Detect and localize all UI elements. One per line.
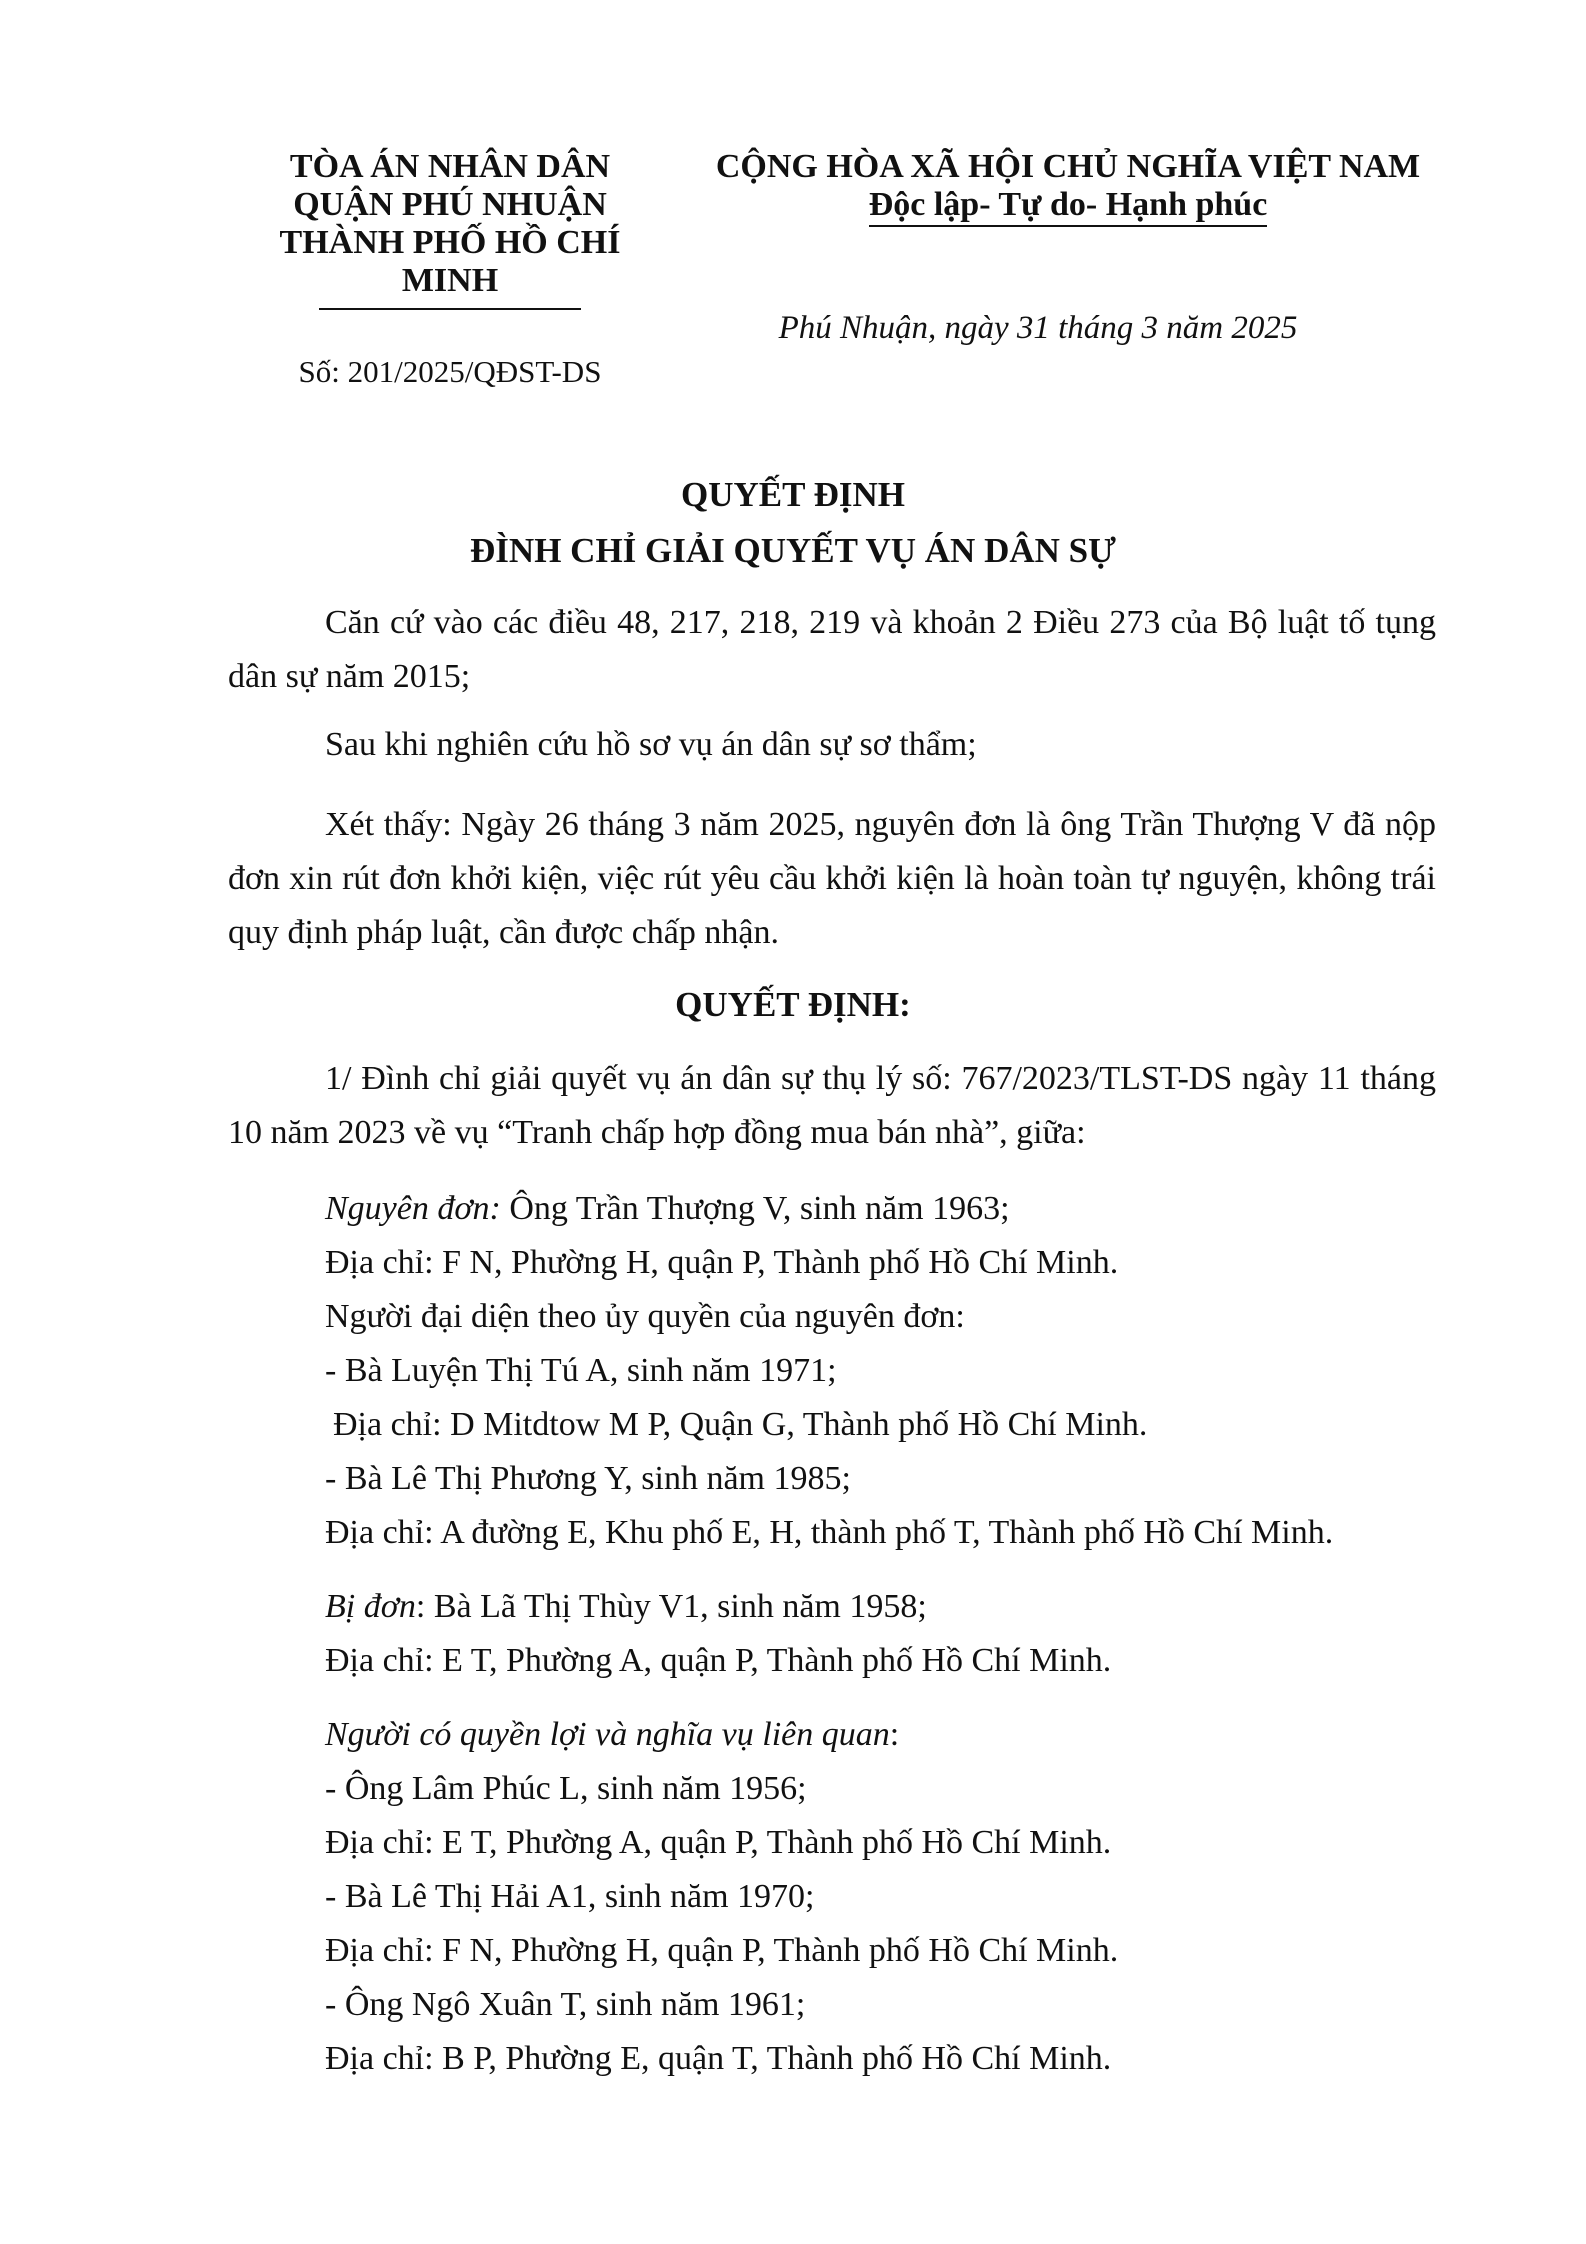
- representative-2-address: Địa chỉ: A đường E, Khu phố E, H, thành phố T, Thành phố Hồ Chí Minh.: [325, 1514, 1334, 1551]
- related-party-3: - Ông Ngô Xuân T, sinh năm 1961;: [325, 1986, 806, 2023]
- national-motto: Độc lập- Tự do- Hạnh phúc: [869, 186, 1268, 227]
- nation-name: CỘNG HÒA XÃ HỘI CHỦ NGHĨA VIỆT NAM: [715, 148, 1421, 185]
- court-name-line: THÀNH PHỐ HỒ CHÍ: [279, 224, 621, 261]
- decision-heading: QUYẾT ĐỊNH:: [675, 985, 911, 1024]
- related-party-3-address: Địa chỉ: B P, Phường E, quận T, Thành phố Hồ Chí Minh.: [325, 2040, 1112, 2077]
- representative-2: - Bà Lê Thị Phương Y, sinh năm 1985;: [325, 1460, 851, 1497]
- related-party-1-address: Địa chỉ: E T, Phường A, quận P, Thành phố Hồ Chí Minh.: [325, 1824, 1112, 1861]
- related-parties-colon: :: [889, 1716, 900, 1753]
- document-subtitle: ĐÌNH CHỈ GIẢI QUYẾT VỤ ÁN DÂN SỰ: [470, 531, 1116, 570]
- place-date: Phú Nhuận, ngày 31 tháng 3 năm 2025: [778, 310, 1298, 346]
- court-underline: [319, 308, 581, 310]
- representative-heading: Người đại diện theo ủy quyền của nguyên đơn:: [325, 1298, 965, 1335]
- court-name-line: QUẬN PHÚ NHUẬN: [293, 186, 607, 223]
- court-name-line: MINH: [401, 262, 499, 299]
- plaintiff-label: Nguyên đơn:: [325, 1190, 501, 1227]
- consideration: Xét thấy: Ngày 26 tháng 3 năm 2025, nguyên đơn là ông Trần Thượng V đã nộp đơn xin rút đơn khởi kiện, việc rút yêu cầu khởi kiện là hoàn toàn tự nguyện, không trái quy định pháp luật, cần được chấp nhận.: [228, 806, 1436, 951]
- national-header: [688, 148, 1448, 227]
- related-party-2: - Bà Lê Thị Hải A1, sinh năm 1970;: [325, 1878, 815, 1915]
- court-name-line: TÒA ÁN NHÂN DÂN: [289, 148, 611, 185]
- defendant: [325, 1580, 1475, 1634]
- representative-1-address: Địa chỉ: D Mitdtow M P, Quận G, Thành phố Hồ Chí Minh.: [333, 1406, 1148, 1443]
- plaintiff-address: Địa chỉ: F N, Phường H, quận P, Thành phố Hồ Chí Minh.: [325, 1244, 1119, 1281]
- decision-item-1: 1/ Đình chỉ giải quyết vụ án dân sự thụ lý số: 767/2023/TLST-DS ngày 11 tháng 10 năm 2023 về vụ “Tranh chấp hợp đồng mua bán nhà”, giữa:: [228, 1060, 1436, 1151]
- related-party-2-address: Địa chỉ: F N, Phường H, quận P, Thành phố Hồ Chí Minh.: [325, 1932, 1119, 1969]
- related-parties-heading: [325, 1708, 1475, 1762]
- plaintiff-name: Ông Trần Thượng V, sinh năm 1963;: [500, 1190, 1010, 1227]
- legal-basis: Căn cứ vào các điều 48, 217, 218, 219 và khoản 2 Điều 273 của Bộ luật tố tụng dân sự năm 2015;: [228, 604, 1436, 695]
- defendant-label: Bị đơn: [325, 1588, 416, 1625]
- defendant-name: : Bà Lã Thị Thùy V1, sinh năm 1958;: [415, 1588, 927, 1625]
- plaintiff: [325, 1182, 1475, 1236]
- related-parties-label: Người có quyền lợi và nghĩa vụ liên quan: [325, 1716, 890, 1753]
- defendant-address: Địa chỉ: E T, Phường A, quận P, Thành phố Hồ Chí Minh.: [325, 1642, 1112, 1679]
- representative-1: - Bà Luyện Thị Tú A, sinh năm 1971;: [325, 1352, 837, 1389]
- related-party-1: - Ông Lâm Phúc L, sinh năm 1956;: [325, 1770, 807, 1807]
- review-statement: Sau khi nghiên cứu hồ sơ vụ án dân sự sơ thẩm;: [325, 726, 977, 763]
- court-name: [250, 148, 650, 310]
- document-title: QUYẾT ĐỊNH: [681, 475, 905, 514]
- document-number: Số: 201/2025/QĐST-DS: [298, 354, 602, 389]
